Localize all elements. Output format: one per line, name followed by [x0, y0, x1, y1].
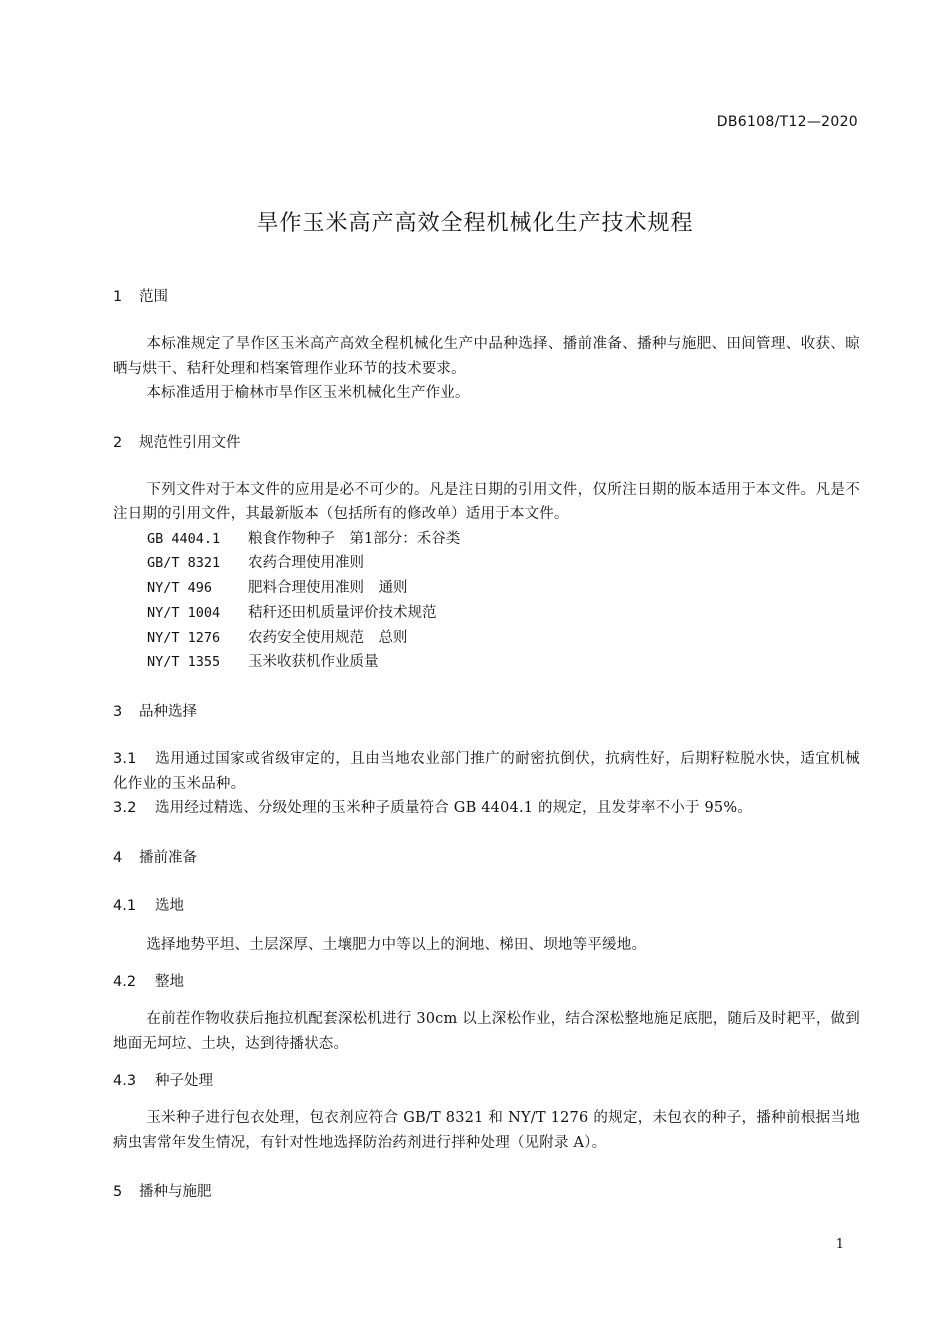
- reference-code: NY/T 1276: [147, 629, 221, 646]
- reference-name: 农药安全使用规范 总则: [248, 629, 408, 646]
- clause-3-2: [113, 796, 860, 821]
- clause-number: 3.2: [113, 800, 137, 817]
- section-number: 4: [113, 849, 123, 866]
- section-1-heading: [113, 284, 860, 310]
- section-2-heading: [113, 430, 860, 456]
- section-number: 2: [113, 434, 123, 451]
- reference-code: GB/T 8321: [147, 555, 221, 572]
- clause-number: 3.1: [113, 751, 137, 768]
- subsection-4-1-text: 选择地势平坦、土层深厚、土壤肥力中等以上的涧地、梯田、坝地等平缓地。: [146, 936, 647, 953]
- reference-name: 玉米收获机作业质量: [248, 654, 379, 671]
- reference-item: [113, 650, 860, 675]
- clause-text: 选用经过精选、分级处理的玉米种子质量符合 GB 4404.1 的规定，且发芽率不小于 95%。: [155, 800, 753, 817]
- reference-code: NY/T 1004: [147, 604, 221, 621]
- section-title: 播前准备: [139, 849, 197, 866]
- reference-name: 粮食作物种子 第1部分：禾谷类: [248, 530, 461, 547]
- section-number: 3: [113, 704, 123, 721]
- subsection-title: 种子处理: [155, 1073, 213, 1090]
- reference-name: 肥料合理使用准则 通则: [248, 580, 408, 597]
- subsection-number: 4.2: [113, 974, 137, 991]
- reference-code: NY/T 496: [147, 580, 213, 597]
- section-title: 播种与施肥: [139, 1184, 212, 1201]
- subsection-4-3-heading: [113, 1068, 860, 1094]
- subsection-4-2-heading: [113, 969, 860, 995]
- clause-text: 选用通过国家或省级审定的，且由当地农业部门推广的耐密抗倒伏，抗病性好，后期籽粒脱水快，适宜机械化作业的玉米品种。: [113, 751, 860, 792]
- section-title: 范围: [139, 289, 168, 305]
- section-3-heading: [113, 699, 860, 725]
- reference-item: [113, 626, 860, 651]
- reference-name: 秸秆还田机质量评价技术规范: [248, 604, 437, 621]
- document-code: DB6108/T12—2020: [716, 114, 858, 130]
- subsection-4-3-text: 玉米种子进行包衣处理，包衣剂应符合 GB/T 8321 和 NY/T 1276 的规定，未包衣的种子，播种前根据当地病虫害常年发生情况，有针对性地选择防治药剂进行拌种处理（见附录 A）。: [113, 1110, 860, 1151]
- reference-item: [113, 576, 860, 601]
- reference-code: NY/T 1355: [147, 654, 221, 671]
- section-title: 规范性引用文件: [139, 434, 241, 451]
- subsection-number: 4.1: [113, 897, 137, 914]
- subsection-title: 选地: [155, 897, 184, 914]
- section-4-heading: [113, 845, 860, 871]
- section-2-paragraph-1: 下列文件对于本文件的应用是必不可少的。凡是注日期的引用文件，仅所注日期的版本适用于本文件。凡是不注日期的引用文件，其最新版本（包括所有的修改单）适用于本文件。: [113, 481, 860, 522]
- reference-item: [113, 551, 860, 576]
- section-title: 品种选择: [139, 704, 197, 721]
- section-number: 5: [113, 1184, 123, 1201]
- section-1-paragraph-2: 本标准适用于榆林市旱作区玉米机械化生产作业。: [146, 385, 470, 401]
- normative-references-list: [113, 527, 860, 676]
- subsection-4-2-text: 在前茬作物收获后拖拉机配套深松机进行 30cm 以上深松作业，结合深松整地施足底肥，随后及时耙平，做到地面无坷垃、土块，达到待播状态。: [113, 1011, 860, 1052]
- section-1-paragraph-1: 本标准规定了旱作区玉米高产高效全程机械化生产中品种选择、播前准备、播种与施肥、田间管理、收获、晾晒与烘干、秸秆处理和档案管理作业环节的技术要求。: [113, 336, 860, 377]
- subsection-number: 4.3: [113, 1073, 137, 1090]
- reference-item: [113, 527, 860, 552]
- subsection-title: 整地: [155, 974, 184, 991]
- reference-item: [113, 601, 860, 626]
- reference-code: GB 4404.1: [147, 530, 221, 547]
- subsection-4-1-heading: [113, 893, 860, 919]
- section-number: 1: [113, 289, 123, 305]
- page-number: 1: [835, 1237, 844, 1252]
- document-title: 旱作玉米高产高效全程机械化生产技术规程: [256, 211, 694, 236]
- document-body: [113, 284, 860, 1205]
- section-5-heading: [113, 1179, 860, 1205]
- reference-name: 农药合理使用准则: [248, 555, 364, 572]
- clause-3-1: [113, 747, 860, 796]
